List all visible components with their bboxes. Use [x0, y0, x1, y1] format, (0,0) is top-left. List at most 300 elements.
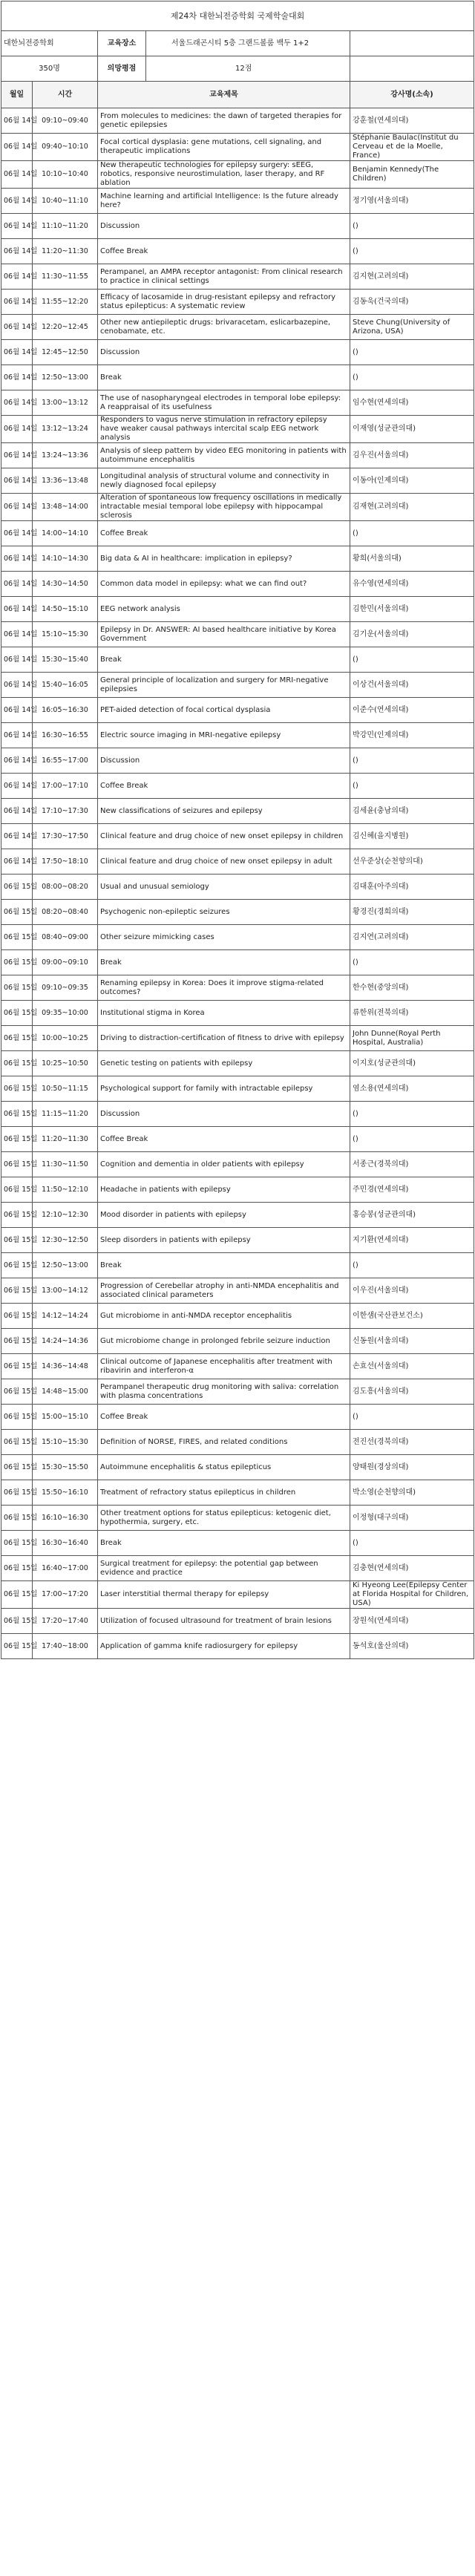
row-date: 06월 14일 [1, 134, 33, 161]
row-speaker: () [350, 748, 474, 774]
row-time: 17:00~17:20 [33, 1581, 98, 1609]
venue-value: 서울드래곤시티 5층 그랜드볼룸 백두 1+2 [171, 39, 309, 48]
row-topic: Headache in patients with epilepsy [98, 1177, 350, 1203]
document-title: 제24차 대한뇌전증학회 국제학술대회 [1, 1, 474, 31]
row-date: 06월 15일 [1, 1581, 33, 1609]
table-row [1, 1228, 474, 1253]
row-time: 08:40~09:00 [33, 925, 98, 950]
row-topic: Break [98, 647, 350, 673]
row-topic: Autoimmune encephalitis & status epilepticus [98, 1455, 350, 1480]
row-time: 16:30~16:40 [33, 1531, 98, 1556]
row-topic: Longitudinal analysis of structural volume and connectivity in newly diagnosed focal epilepsy [98, 468, 350, 494]
table-row [1, 546, 474, 572]
row-speaker: 이우진(서울의대) [350, 1278, 474, 1304]
row-speaker: 김도흥(서울의대) [350, 1379, 474, 1405]
table-row [1, 1354, 474, 1379]
row-time: 10:10~10:40 [33, 161, 98, 189]
row-speaker: 황경진(경희의대) [350, 900, 474, 925]
row-time: 17:20~17:40 [33, 1609, 98, 1634]
row-topic: Genetic testing on patients with epilepsy [98, 1051, 350, 1076]
row-time: 16:10~16:30 [33, 1506, 98, 1531]
table-row [1, 521, 474, 546]
row-speaker: 신동원(서울의대) [350, 1329, 474, 1354]
row-date: 06월 14일 [1, 264, 33, 290]
row-topic: Laser interstitial thermal therapy for epilepsy [98, 1581, 350, 1609]
table-row [1, 1531, 474, 1556]
row-topic: Electric source imaging in MRI-negative epilepsy [98, 723, 350, 748]
row-speaker: () [350, 1102, 474, 1127]
schedule-table [1, 1, 474, 1659]
row-speaker: 김동욱(건국의대) [350, 290, 474, 315]
table-row [1, 647, 474, 673]
row-time: 15:30~15:40 [33, 647, 98, 673]
row-topic: Break [98, 1253, 350, 1278]
table-row [1, 494, 474, 521]
row-speaker: 주민경(연세의대) [350, 1177, 474, 1203]
row-speaker: Ki Hyeong Lee(Epilepsy Center at Florida Hospital for Children, USA) [350, 1581, 474, 1609]
table-row [1, 1102, 474, 1127]
row-time: 14:10~14:30 [33, 546, 98, 572]
row-date: 06월 15일 [1, 925, 33, 950]
row-speaker: 손효선(서울의대) [350, 1354, 474, 1379]
row-speaker: () [350, 1253, 474, 1278]
row-time: 15:10~15:30 [33, 622, 98, 647]
row-date: 06월 15일 [1, 1278, 33, 1304]
row-topic: PET-aided detection of focal cortical dysplasia [98, 698, 350, 723]
row-topic: Coffee Break [98, 1127, 350, 1152]
row-topic: General principle of localization and surgery for MRI-negative epilepsies [98, 673, 350, 698]
row-topic: Definition of NORSE, FIRES, and related conditions [98, 1430, 350, 1455]
row-date: 06월 14일 [1, 239, 33, 264]
row-speaker: () [350, 647, 474, 673]
row-speaker: 김지연(고려의대) [350, 925, 474, 950]
credit-label: 의망평점 [98, 56, 146, 81]
row-date: 06월 14일 [1, 647, 33, 673]
row-time: 09:40~10:10 [33, 134, 98, 161]
table-row [1, 134, 474, 161]
organizer: 대한뇌전증학회 [1, 31, 98, 56]
row-topic: Gut microbiome in anti-NMDA receptor encephalitis [98, 1304, 350, 1329]
row-time: 12:20~12:45 [33, 315, 98, 340]
table-row [1, 1581, 474, 1609]
row-speaker: Steve Chung(University of Arizona, USA) [350, 315, 474, 340]
table-row [1, 900, 474, 925]
table-row [1, 799, 474, 824]
row-time: 10:50~11:15 [33, 1076, 98, 1102]
row-date: 06월 15일 [1, 1203, 33, 1228]
table-row [1, 1076, 474, 1102]
table-row [1, 1329, 474, 1354]
row-topic: Coffee Break [98, 521, 350, 546]
row-date: 06월 15일 [1, 1152, 33, 1177]
row-time: 16:30~16:55 [33, 723, 98, 748]
row-topic: Perampanel therapeutic drug monitoring with saliva: correlation with plasma concentrations [98, 1379, 350, 1405]
row-topic: Cognition and dementia in older patients with epilepsy [98, 1152, 350, 1177]
row-date: 06월 15일 [1, 1354, 33, 1379]
table-row [1, 390, 474, 416]
table-row [1, 1609, 474, 1634]
row-topic: Big data & AI in healthcare: implication in epilepsy? [98, 546, 350, 572]
row-time: 12:30~12:50 [33, 1228, 98, 1253]
row-time: 10:40~11:10 [33, 189, 98, 214]
row-time: 08:00~08:20 [33, 875, 98, 900]
row-date: 06월 15일 [1, 1026, 33, 1051]
row-date: 06월 14일 [1, 799, 33, 824]
row-speaker: 선우준상(순천향의대) [350, 849, 474, 875]
row-time: 13:24~13:36 [33, 443, 98, 468]
table-row [1, 108, 474, 134]
row-speaker: 동석호(울산의대) [350, 1634, 474, 1659]
row-date: 06월 15일 [1, 900, 33, 925]
row-topic: Alteration of spontaneous low frequency oscillations in medically intractable mesial temporal lobe epilepsy with hippocampal sclerosis [98, 494, 350, 521]
row-topic: Usual and unusual semiology [98, 875, 350, 900]
row-topic: Efficacy of lacosamide in drug-resistant epilepsy and refractory status epilepticus: A systematic review [98, 290, 350, 315]
row-date: 06월 15일 [1, 1506, 33, 1531]
row-topic: Responders to vagus nerve stimulation in refractory epilepsy have weaker causal pathways intercital scalp EEG network analysis [98, 416, 350, 443]
table-row [1, 1379, 474, 1405]
row-speaker: 임수현(연세의대) [350, 390, 474, 416]
row-topic: EEG network analysis [98, 597, 350, 622]
row-date: 06월 14일 [1, 214, 33, 239]
row-date: 06월 15일 [1, 1556, 33, 1581]
row-time: 15:40~16:05 [33, 673, 98, 698]
row-time: 14:24~14:36 [33, 1329, 98, 1354]
row-time: 11:20~11:30 [33, 239, 98, 264]
row-speaker: () [350, 239, 474, 264]
row-time: 13:36~13:48 [33, 468, 98, 494]
row-time: 14:00~14:10 [33, 521, 98, 546]
row-speaker: 양태원(경상의대) [350, 1455, 474, 1480]
table-row [1, 1152, 474, 1177]
row-time: 15:00~15:10 [33, 1405, 98, 1430]
row-speaker: 이지호(성균관의대) [350, 1051, 474, 1076]
table-header [1, 82, 474, 108]
table-row [1, 622, 474, 647]
venue-cell [98, 31, 350, 56]
row-topic: Sleep disorders in patients with epilepsy [98, 1228, 350, 1253]
row-topic: Focal cortical dysplasia: gene mutations, cell signaling, and therapeutic implications [98, 134, 350, 161]
row-topic: The use of nasopharyngeal electrodes in temporal lobe epilepsy: A reappraisal of its usefulness [98, 390, 350, 416]
table-row [1, 597, 474, 622]
row-time: 17:00~17:10 [33, 774, 98, 799]
row-date: 06월 15일 [1, 1228, 33, 1253]
row-time: 09:00~09:10 [33, 950, 98, 975]
row-date: 06월 15일 [1, 1531, 33, 1556]
row-speaker: John Dunne(Royal Perth Hospital, Australia) [350, 1026, 474, 1051]
row-time: 12:10~12:30 [33, 1203, 98, 1228]
row-date: 06월 14일 [1, 161, 33, 189]
table-row [1, 824, 474, 849]
row-time: 11:30~11:50 [33, 1152, 98, 1177]
schedule-document [1, 1, 474, 1659]
row-date: 06월 14일 [1, 622, 33, 647]
row-time: 10:25~10:50 [33, 1051, 98, 1076]
row-speaker: Stéphanie Baulac(Institut du Cerveau et de la Moelle, France) [350, 134, 474, 161]
row-topic: Mood disorder in patients with epilepsy [98, 1203, 350, 1228]
row-time: 13:00~14:12 [33, 1278, 98, 1304]
row-speaker: () [350, 214, 474, 239]
row-speaker: 이재영(성균관의대) [350, 416, 474, 443]
row-time: 10:00~10:25 [33, 1026, 98, 1051]
row-topic: Break [98, 1531, 350, 1556]
row-topic: Renaming epilepsy in Korea: Does it improve stigma-related outcomes? [98, 975, 350, 1001]
row-date: 06월 15일 [1, 1405, 33, 1430]
row-date: 06월 15일 [1, 1001, 33, 1026]
title-row [1, 1, 474, 31]
table-row [1, 214, 474, 239]
row-topic: New classifications of seizures and epilepsy [98, 799, 350, 824]
row-time: 15:10~15:30 [33, 1430, 98, 1455]
table-row [1, 572, 474, 597]
table-row [1, 315, 474, 340]
row-topic: Epilepsy in Dr. ANSWER: AI based healthcare initiative by Korea Government [98, 622, 350, 647]
row-date: 06월 15일 [1, 975, 33, 1001]
table-row [1, 774, 474, 799]
row-date: 06월 14일 [1, 673, 33, 698]
row-time: 11:55~12:20 [33, 290, 98, 315]
table-row [1, 1026, 474, 1051]
row-date: 06월 14일 [1, 597, 33, 622]
row-time: 14:48~15:00 [33, 1379, 98, 1405]
row-time: 11:10~11:20 [33, 214, 98, 239]
table-row [1, 698, 474, 723]
row-topic: Psychogenic non-epileptic seizures [98, 900, 350, 925]
row-topic: New therapeutic technologies for epilepsy surgery: sEEG, robotics, responsive neurostimulation, laser therapy, and RF ablation [98, 161, 350, 189]
row-time: 17:30~17:50 [33, 824, 98, 849]
row-date: 06월 14일 [1, 824, 33, 849]
table-row [1, 340, 474, 365]
row-time: 12:50~13:00 [33, 1253, 98, 1278]
row-topic: Analysis of sleep pattern by video EEG monitoring in patients with autoimmune encephalitis [98, 443, 350, 468]
row-date: 06월 15일 [1, 875, 33, 900]
row-speaker: 김기운(서울의대) [350, 622, 474, 647]
row-topic: Discussion [98, 214, 350, 239]
row-speaker: 이상건(서울의대) [350, 673, 474, 698]
row-date: 06월 14일 [1, 340, 33, 365]
table-row [1, 161, 474, 189]
row-date: 06월 15일 [1, 1379, 33, 1405]
row-speaker: 정기영(서울의대) [350, 189, 474, 214]
row-speaker: 장원석(연세의대) [350, 1609, 474, 1634]
row-speaker: 이정형(대구의대) [350, 1506, 474, 1531]
capacity: 350명 [1, 56, 98, 82]
row-speaker: 서종근(경북의대) [350, 1152, 474, 1177]
row-topic: Discussion [98, 340, 350, 365]
venue-extra [350, 31, 474, 56]
table-row [1, 264, 474, 290]
row-speaker: 강훈철(연세의대) [350, 108, 474, 134]
row-time: 17:10~17:30 [33, 799, 98, 824]
info-row-1 [1, 31, 474, 56]
row-date: 06월 15일 [1, 950, 33, 975]
row-time: 16:40~17:00 [33, 1556, 98, 1581]
row-date: 06월 14일 [1, 390, 33, 416]
table-row [1, 673, 474, 698]
row-date: 06월 14일 [1, 521, 33, 546]
row-time: 15:50~16:10 [33, 1480, 98, 1506]
row-time: 11:15~11:20 [33, 1102, 98, 1127]
table-row [1, 1203, 474, 1228]
row-date: 06월 15일 [1, 1430, 33, 1455]
table-row [1, 1278, 474, 1304]
table-row [1, 1253, 474, 1278]
header-speaker: 강사명(소속) [350, 82, 474, 108]
row-speaker: 홍승봉(성균관의대) [350, 1203, 474, 1228]
row-topic: Clinical outcome of Japanese encephalitis after treatment with ribavirin and interferon-α [98, 1354, 350, 1379]
row-topic: Coffee Break [98, 1405, 350, 1430]
row-time: 11:20~11:30 [33, 1127, 98, 1152]
venue-label: 교육장소 [98, 31, 146, 56]
row-speaker: 박소영(순천향의대) [350, 1480, 474, 1506]
row-date: 06월 15일 [1, 1102, 33, 1127]
row-topic: Break [98, 365, 350, 390]
row-time: 16:55~17:00 [33, 748, 98, 774]
row-time: 14:50~15:10 [33, 597, 98, 622]
row-date: 06월 14일 [1, 723, 33, 748]
table-row [1, 1480, 474, 1506]
row-date: 06월 15일 [1, 1253, 33, 1278]
row-time: 13:12~13:24 [33, 416, 98, 443]
row-date: 06월 14일 [1, 849, 33, 875]
row-speaker: () [350, 1531, 474, 1556]
row-time: 14:36~14:48 [33, 1354, 98, 1379]
row-time: 12:50~13:00 [33, 365, 98, 390]
row-speaker: 염소용(연세의대) [350, 1076, 474, 1102]
table-row [1, 1556, 474, 1581]
row-date: 06월 15일 [1, 1455, 33, 1480]
row-date: 06월 14일 [1, 698, 33, 723]
row-speaker: 전진선(경북의대) [350, 1430, 474, 1455]
row-topic: Discussion [98, 748, 350, 774]
row-speaker: 김지현(고려의대) [350, 264, 474, 290]
row-date: 06월 15일 [1, 1304, 33, 1329]
row-topic: Application of gamma knife radiosurgery for epilepsy [98, 1634, 350, 1659]
row-speaker: 김한민(서울의대) [350, 597, 474, 622]
row-time: 13:00~13:12 [33, 390, 98, 416]
row-date: 06월 14일 [1, 365, 33, 390]
row-topic: From molecules to medicines: the dawn of targeted therapies for genetic epilepsies [98, 108, 350, 134]
row-date: 06월 15일 [1, 1329, 33, 1354]
row-time: 13:48~14:00 [33, 494, 98, 521]
row-speaker: 김재현(고려의대) [350, 494, 474, 521]
row-topic: Other seizure mimicking cases [98, 925, 350, 950]
credit-extra [350, 56, 474, 82]
row-topic: Treatment of refractory status epilepticus in children [98, 1480, 350, 1506]
row-topic: Perampanel, an AMPA receptor antagonist: From clinical research to practice in clinical settings [98, 264, 350, 290]
row-speaker: 김우진(서울의대) [350, 443, 474, 468]
table-row [1, 1405, 474, 1430]
row-date: 06월 14일 [1, 189, 33, 214]
row-topic: Gut microbiome change in prolonged febrile seizure induction [98, 1329, 350, 1354]
row-speaker: 류한위(전북의대) [350, 1001, 474, 1026]
table-row [1, 849, 474, 875]
row-time: 16:05~16:30 [33, 698, 98, 723]
row-date: 06월 15일 [1, 1609, 33, 1634]
table-row [1, 290, 474, 315]
table-row [1, 1001, 474, 1026]
row-date: 06월 15일 [1, 1076, 33, 1102]
header-date: 월일 [1, 82, 33, 108]
header-time: 시간 [33, 82, 98, 108]
table-row [1, 365, 474, 390]
row-speaker: () [350, 365, 474, 390]
row-time: 17:50~18:10 [33, 849, 98, 875]
credit-cell [98, 56, 350, 82]
row-time: 09:10~09:35 [33, 975, 98, 1001]
row-date: 06월 14일 [1, 416, 33, 443]
table-row [1, 1455, 474, 1480]
row-topic: Institutional stigma in Korea [98, 1001, 350, 1026]
row-time: 09:35~10:00 [33, 1001, 98, 1026]
table-row [1, 1127, 474, 1152]
row-speaker: () [350, 774, 474, 799]
row-speaker: 김신혜(을지병원) [350, 824, 474, 849]
row-speaker: () [350, 1405, 474, 1430]
row-topic: Common data model in epilepsy: what we can find out? [98, 572, 350, 597]
row-time: 11:50~12:10 [33, 1177, 98, 1203]
row-topic: Machine learning and artificial Intelligence: Is the future already here? [98, 189, 350, 214]
table-row [1, 875, 474, 900]
row-time: 09:10~09:40 [33, 108, 98, 134]
row-date: 06월 15일 [1, 1127, 33, 1152]
row-topic: Coffee Break [98, 239, 350, 264]
row-topic: Clinical feature and drug choice of new onset epilepsy in adult [98, 849, 350, 875]
row-topic: Break [98, 950, 350, 975]
row-speaker: 이한샘(국산관보건소) [350, 1304, 474, 1329]
table-row [1, 975, 474, 1001]
row-topic: Utilization of focused ultrasound for treatment of brain lesions [98, 1609, 350, 1634]
row-topic: Psychological support for family with intractable epilepsy [98, 1076, 350, 1102]
table-row [1, 1634, 474, 1659]
row-topic: Discussion [98, 1102, 350, 1127]
row-speaker: 이동아(인제의대) [350, 468, 474, 494]
row-topic: Surgical treatment for epilepsy: the potential gap between evidence and practice [98, 1556, 350, 1581]
row-date: 06월 14일 [1, 494, 33, 521]
row-speaker: 박강민(인제의대) [350, 723, 474, 748]
table-row [1, 443, 474, 468]
row-date: 06월 14일 [1, 748, 33, 774]
row-speaker: 김대훈(아주의대) [350, 875, 474, 900]
row-date: 06월 14일 [1, 290, 33, 315]
table-row [1, 1304, 474, 1329]
row-time: 14:30~14:50 [33, 572, 98, 597]
row-speaker: 이준수(연세의대) [350, 698, 474, 723]
row-speaker: () [350, 1127, 474, 1152]
table-row [1, 189, 474, 214]
row-date: 06월 15일 [1, 1480, 33, 1506]
row-time: 08:20~08:40 [33, 900, 98, 925]
table-row [1, 723, 474, 748]
row-topic: Driving to distraction-certification of fitness to drive with epilepsy [98, 1026, 350, 1051]
table-row [1, 748, 474, 774]
table-row [1, 1051, 474, 1076]
credit-value: 12점 [235, 64, 252, 73]
row-speaker: () [350, 340, 474, 365]
table-row [1, 239, 474, 264]
row-speaker: () [350, 521, 474, 546]
row-date: 06월 14일 [1, 572, 33, 597]
table-row [1, 416, 474, 443]
row-date: 06월 14일 [1, 546, 33, 572]
row-speaker: 황희(서울의대) [350, 546, 474, 572]
row-date: 06월 15일 [1, 1634, 33, 1659]
row-topic: Coffee Break [98, 774, 350, 799]
row-date: 06월 14일 [1, 108, 33, 134]
row-speaker: Benjamin Kennedy(The Children) [350, 161, 474, 189]
row-topic: Clinical feature and drug choice of new onset epilepsy in children [98, 824, 350, 849]
row-speaker: 김충현(연세의대) [350, 1556, 474, 1581]
row-topic: Other treatment options for status epilepticus: ketogenic diet, hypothermia, surgery, etc. [98, 1506, 350, 1531]
